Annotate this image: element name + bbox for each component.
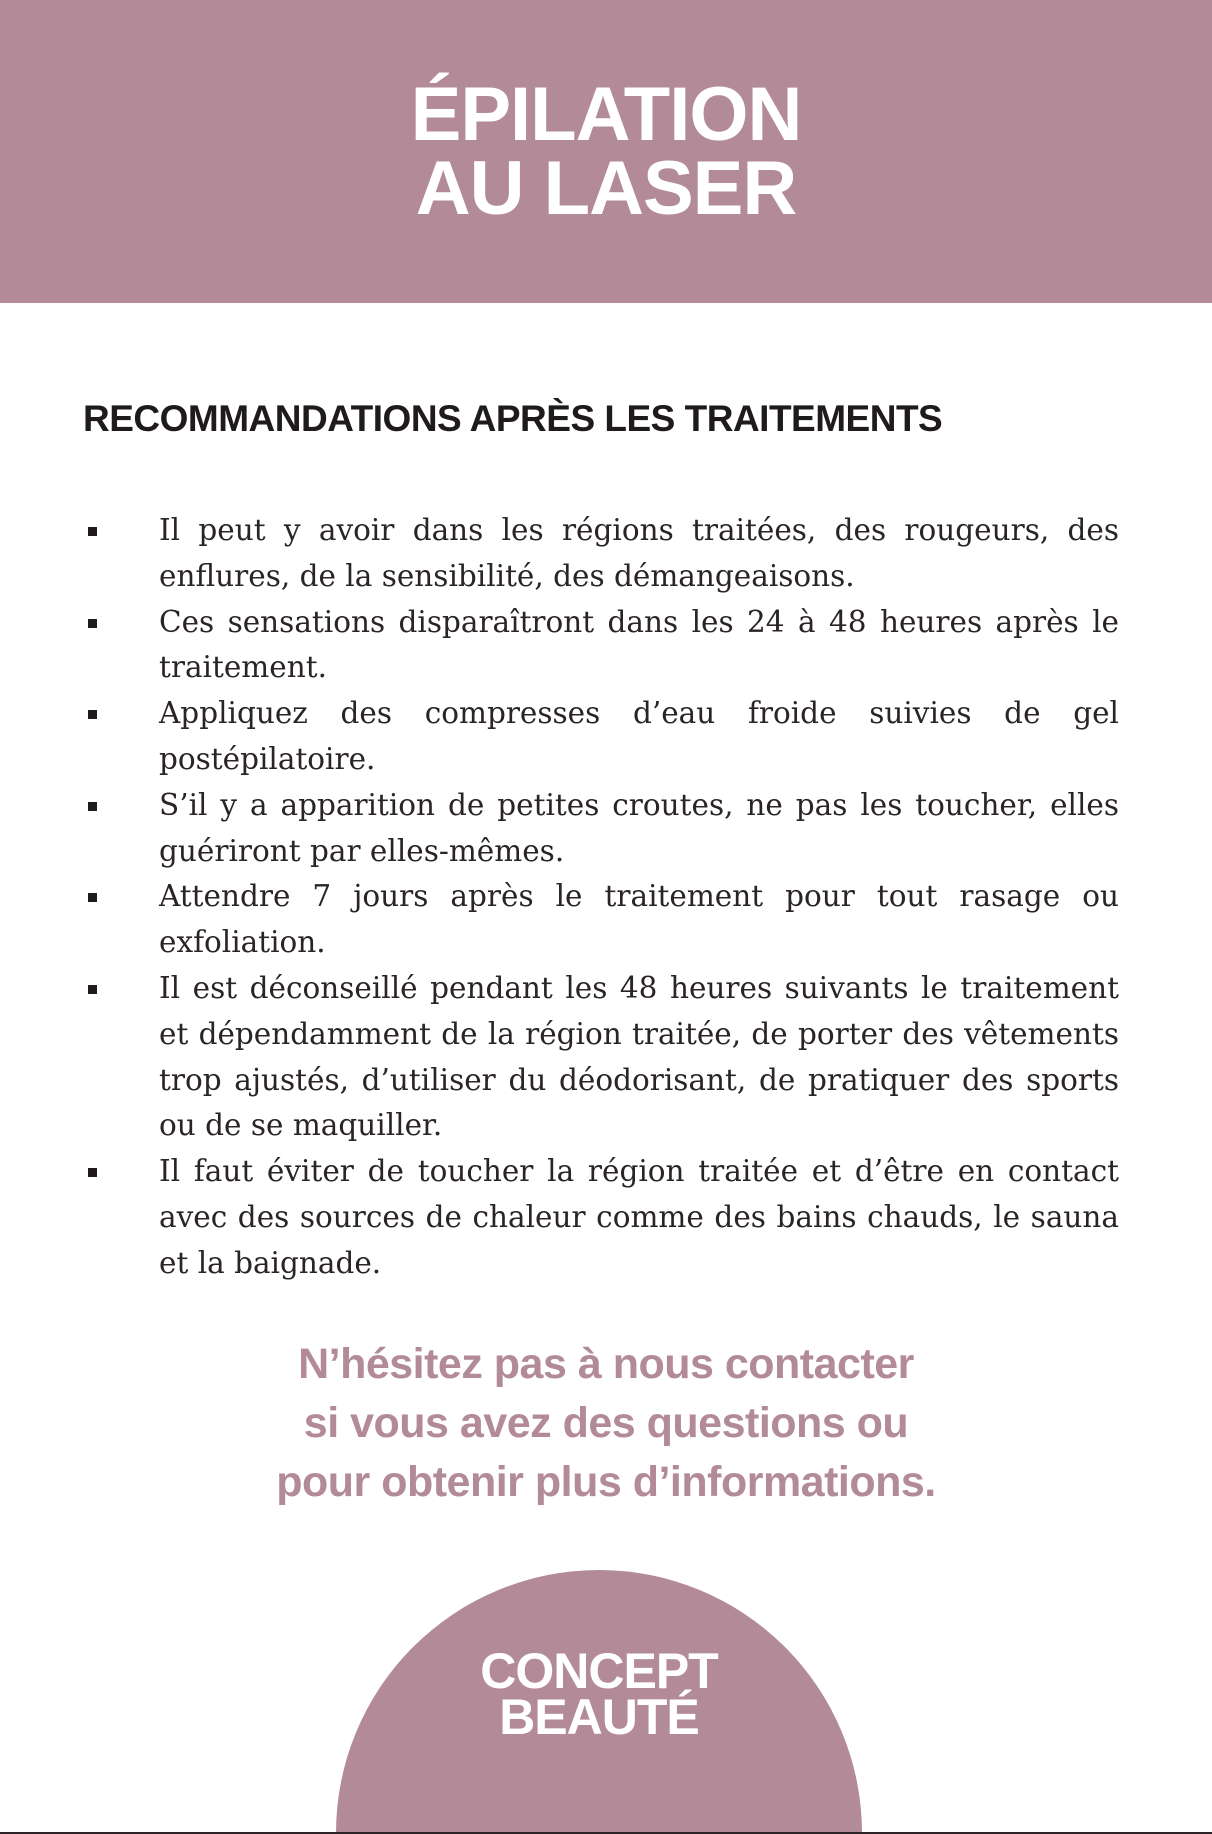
bullet-icon: [88, 985, 97, 994]
list-item-text: Attendre 7 jours après le traitement pour tout rasage ou exfoliation.: [159, 879, 1119, 960]
list-item-text: Appliquez des compresses d’eau froide suivies de gel postépilatoire.: [159, 696, 1119, 776]
logo-line1: CONCEPT: [480, 1643, 718, 1699]
contact-message: [0, 1335, 1212, 1512]
section-heading: RECOMMANDATIONS APRÈS LES TRAITEMENTS: [83, 398, 943, 439]
bullet-icon: [88, 527, 97, 536]
bullet-icon: [88, 802, 97, 811]
list-item-text: Ces sensations disparaîtront dans les 24 à 48 heures après le traitement.: [159, 604, 1119, 685]
bullet-icon: [88, 710, 97, 719]
bullet-icon: [88, 893, 97, 902]
list-item: [83, 966, 1119, 1149]
list-item: [83, 1149, 1119, 1286]
logo-line2: BEAUTÉ: [499, 1689, 699, 1745]
contact-line1: N’hésitez pas à nous contacter: [298, 1340, 914, 1388]
contact-line3: pour obtenir plus d’informations.: [276, 1458, 936, 1506]
list-item: [83, 783, 1119, 875]
recommendations-list: [83, 508, 1119, 1287]
list-item-text: Il faut éviter de toucher la région traitée et d’être en contact avec des sources de chaleur comme des bains chauds, le sauna et la baignade.: [159, 1154, 1119, 1280]
contact-line2: si vous avez des questions ou: [303, 1399, 909, 1447]
bullet-icon: [88, 619, 97, 628]
list-item-text: Il peut y avoir dans les régions traitées, des rougeurs, des enflures, de la sensibilité, des démangeaisons.: [159, 513, 1119, 593]
bullet-icon: [88, 1168, 97, 1177]
list-item-text: S’il y a apparition de petites croutes, ne pas les toucher, elles guériront par elles-mêmes.: [159, 787, 1119, 868]
list-item-text: Il est déconseillé pendant les 48 heures suivants le traitement et dépendamment de la région traitée, de porter des vêtements trop ajustés, d’utiliser du déodorisant, de pratiquer des sports ou de se maquiller.: [159, 970, 1119, 1143]
list-item: [83, 600, 1119, 692]
page-title-line2: AU LASER: [415, 145, 797, 231]
list-item: [83, 508, 1119, 600]
page-title-line1: ÉPILATION: [410, 71, 802, 157]
header-banner: [0, 0, 1212, 303]
list-item: [83, 874, 1119, 966]
brand-logo: [336, 1643, 862, 1745]
list-item: [83, 691, 1119, 783]
